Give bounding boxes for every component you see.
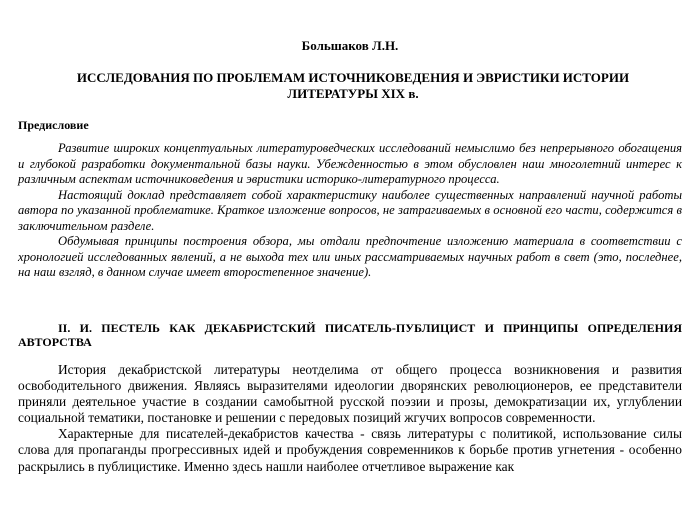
section-heading: II. И. ПЕСТЕЛЬ КАК ДЕКАБРИСТСКИЙ ПИСАТЕЛЬ-ПУБЛИЦИСТ И ПРИНЦИПЫ ОПРЕДЕЛЕНИЯ АВТОРСТВА	[18, 321, 682, 349]
preface-paragraph: Настоящий доклад представляет собой характеристику наиболее существенных направлений научной работы автора по указанной проблематике. Краткое изложение вопросов, не затрагиваемых в основной его части, содержится в заключительном разделе.	[18, 187, 682, 233]
preface-text	[18, 141, 682, 281]
author-name: Большаков Л.Н.	[301, 38, 399, 53]
preface-heading: Предисловие	[18, 118, 89, 132]
body-paragraph: История декабристской литературы неотделима от общего процесса возникновения и развития освободительного движения. Являясь выразителями идеологии дворянских революционеров, ее представители приняли деятельное участие в создании самобытной русской поэзии и прозы, демократизации их, углублении социальной тематики, постановке и решении с передовых позиций жгучих вопросов современности.	[18, 362, 682, 426]
document-title: ИССЛЕДОВАНИЯ ПО ПРОБЛЕМАМ ИСТОЧНИКОВЕДЕНИЯ И ЭВРИСТИКИ ИСТОРИИ ЛИТЕРАТУРЫ XIX в.	[76, 70, 630, 101]
section-body	[18, 362, 682, 475]
body-paragraph: Характерные для писателей-декабристов качества - связь литературы с политикой, использование силы слова для пропаганды прогрессивных идей и пробуждения современников к борьбе против угнетения - особенно раскрылись в публицистике. Именно здесь нашли наиболее отчетливое выражение как	[18, 426, 682, 474]
preface-paragraph: Развитие широких концептуальных литературоведческих исследований немыслимо без непрерывного обогащения и глубокой разработки документальной базы науки. Убежденностью в этом обусловлен наш многолетний интерес к различным аспектам источниковедения и эвристики историко-литературного процесса.	[18, 141, 682, 186]
preface-paragraph: Обдумывая принципы построения обзора, мы отдали предпочтение изложению материала в соответствии с хронологией исследованных явлений, а не выхода тех или иных рассматриваемых научных работ в свет (это, последнее, на наш взгляд, в данном случае имеет второстепенное значение).	[18, 234, 682, 279]
